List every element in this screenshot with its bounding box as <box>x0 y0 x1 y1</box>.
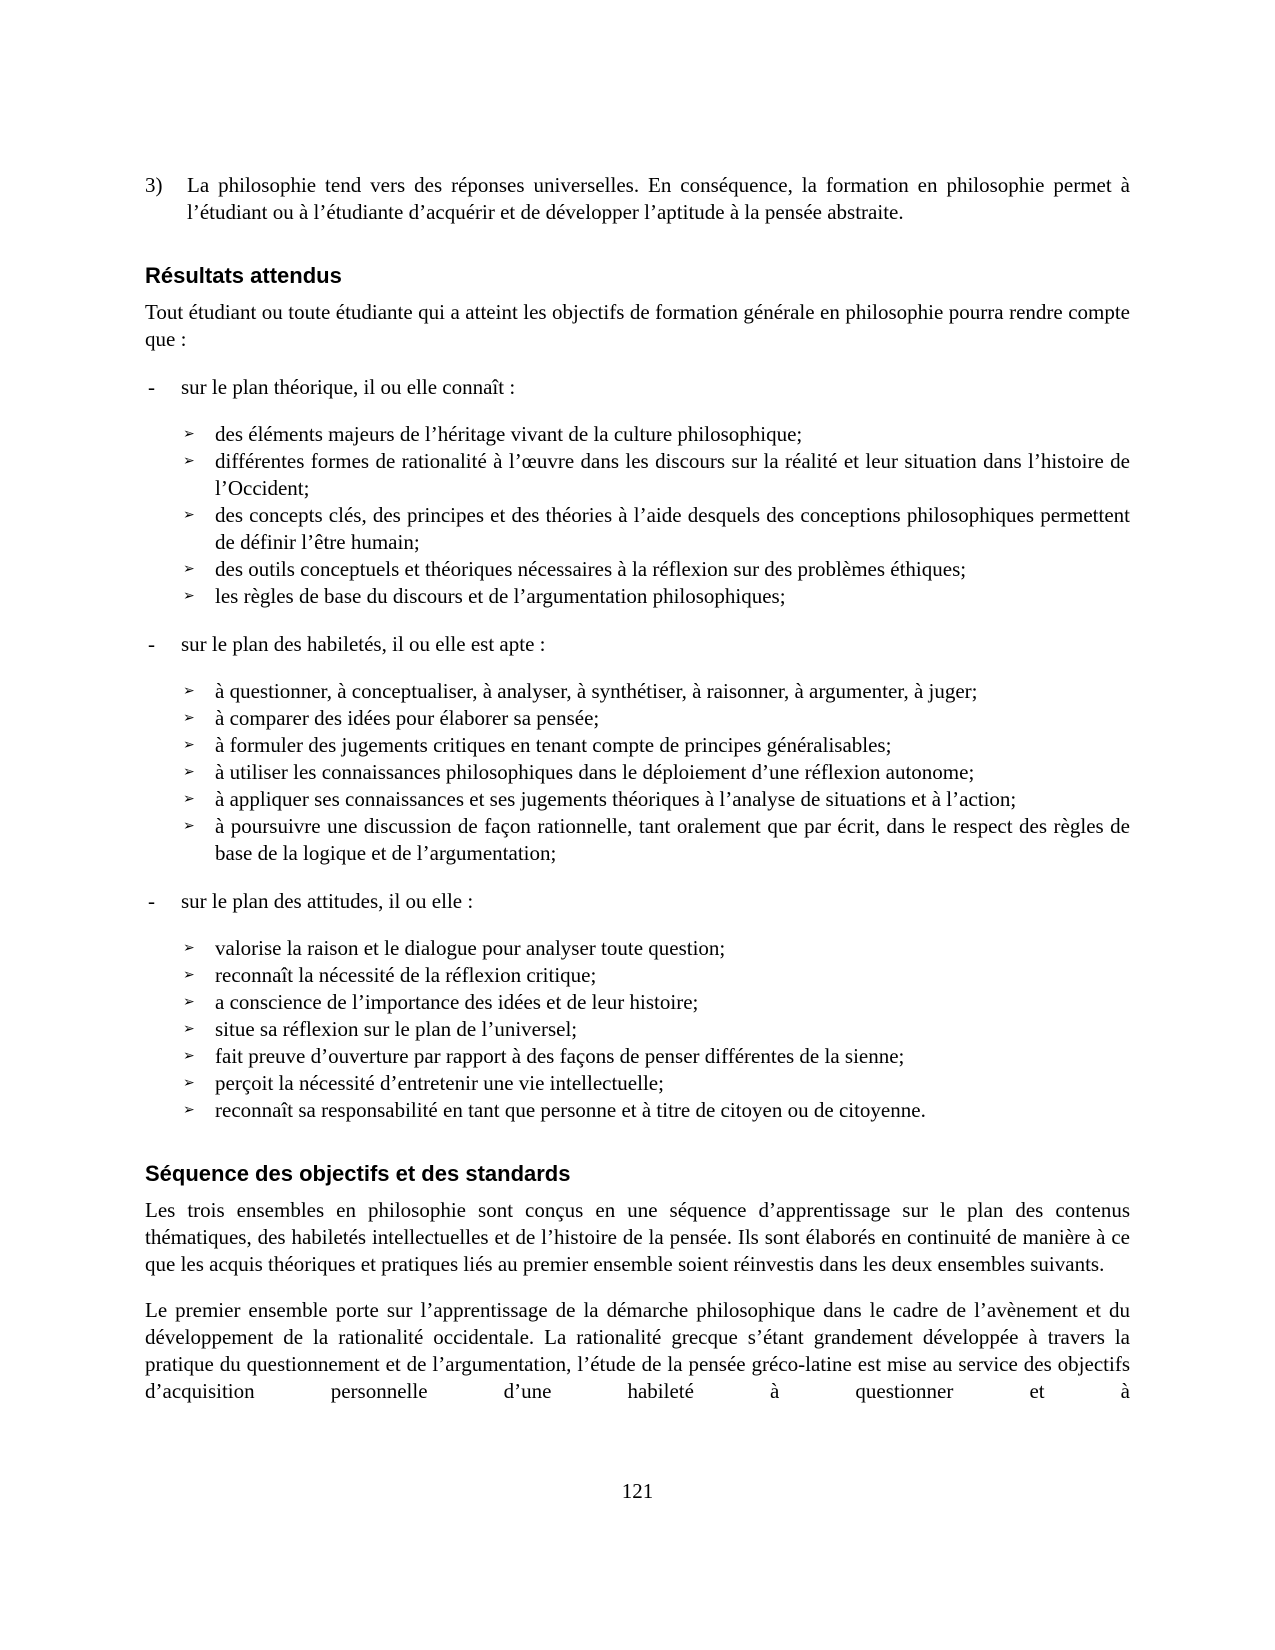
plan-theorique-label-row <box>148 374 1130 401</box>
arrow-bullet-icon: ➢ <box>183 791 195 807</box>
bullet-text: fait preuve d’ouverture par rapport à des façons de penser différentes de la sienne; <box>215 1044 905 1068</box>
bullet-item <box>145 1097 1130 1124</box>
bullet-text: a conscience de l’importance des idées et de leur histoire; <box>215 990 699 1014</box>
bullet-item <box>145 786 1130 813</box>
bullet-item <box>145 678 1130 705</box>
arrow-bullet-icon: ➢ <box>183 967 195 983</box>
item-marker: 3) <box>145 173 163 197</box>
bullet-text: perçoit la nécessité d’entretenir une vie intellectuelle; <box>215 1071 664 1095</box>
plan-label: sur le plan des habiletés, il ou elle est apte : <box>181 632 546 656</box>
bullet-text: à formuler des jugements critiques en tenant compte de principes généralisables; <box>215 733 892 757</box>
bullet-text: situe sa réflexion sur le plan de l’universel; <box>215 1017 578 1041</box>
plan-label: sur le plan des attitudes, il ou elle : <box>181 889 474 913</box>
bullet-item <box>145 448 1130 502</box>
arrow-bullet-icon: ➢ <box>183 588 195 604</box>
arrow-bullet-icon: ➢ <box>183 507 195 523</box>
arrow-bullet-icon: ➢ <box>183 426 195 442</box>
bullet-text: à comparer des idées pour élaborer sa pensée; <box>215 706 600 730</box>
bullet-item <box>145 989 1130 1016</box>
arrow-bullet-icon: ➢ <box>183 710 195 726</box>
resultats-intro-paragraph: Tout étudiant ou toute étudiante qui a atteint les objectifs de formation générale en philosophie pourra rendre compte que : <box>145 300 1130 351</box>
bullet-item <box>145 421 1130 448</box>
bullet-item <box>145 813 1130 867</box>
plan-habiletes-bullet-list <box>145 678 1130 867</box>
bullet-item <box>145 556 1130 583</box>
arrow-bullet-icon: ➢ <box>183 453 195 469</box>
plan-attitudes-bullet-list <box>145 935 1130 1124</box>
sequence-heading: Séquence des objectifs et des standards <box>145 1161 571 1186</box>
dash-icon: - <box>148 889 155 913</box>
dash-icon: - <box>148 632 155 656</box>
bullet-text: à poursuivre une discussion de façon rationnelle, tant oralement que par écrit, dans le respect des règles de base de la logique et de l’argumentation; <box>215 814 1130 865</box>
bullet-text: à questionner, à conceptualiser, à analyser, à synthétiser, à raisonner, à argumenter, à juger; <box>215 679 978 703</box>
arrow-bullet-icon: ➢ <box>183 1102 195 1118</box>
plan-habiletes-label-row <box>148 631 1130 658</box>
sequence-paragraph-1: Les trois ensembles en philosophie sont conçus en une séquence d’apprentissage sur le plan des contenus thématiques, des habiletés intellectuelles et de l’histoire de la pensée. Ils sont élaborés en continuité de manière à ce que les acquis théoriques et pratiques liés au premier ensemble soient réinvestis dans les deux ensembles suivants. <box>145 1198 1130 1276</box>
resultats-heading: Résultats attendus <box>145 263 342 288</box>
numbered-item-3 <box>145 172 1130 226</box>
arrow-bullet-icon: ➢ <box>183 683 195 699</box>
bullet-text: valorise la raison et le dialogue pour analyser toute question; <box>215 936 726 960</box>
arrow-bullet-icon: ➢ <box>183 994 195 1010</box>
arrow-bullet-icon: ➢ <box>183 764 195 780</box>
item-text: La philosophie tend vers des réponses universelles. En conséquence, la formation en philosophie permet à l’étudiant ou à l’étudiante d’acquérir et de développer l’aptitude à la pensée abstraite. <box>187 173 1130 224</box>
page-number: 121 <box>621 1479 654 1503</box>
bullet-item <box>145 759 1130 786</box>
bullet-item <box>145 1043 1130 1070</box>
bullet-item <box>145 962 1130 989</box>
bullet-item <box>145 1070 1130 1097</box>
bullet-item <box>145 732 1130 759</box>
bullet-text: reconnaît la nécessité de la réflexion critique; <box>215 963 597 987</box>
bullet-item <box>145 502 1130 556</box>
dash-icon: - <box>148 375 155 399</box>
plan-attitudes-label-row <box>148 888 1130 915</box>
plan-theorique-bullet-list <box>145 421 1130 610</box>
arrow-bullet-icon: ➢ <box>183 1048 195 1064</box>
arrow-bullet-icon: ➢ <box>183 818 195 834</box>
arrow-bullet-icon: ➢ <box>183 940 195 956</box>
bullet-text: à utiliser les connaissances philosophiques dans le déploiement d’une réflexion autonome; <box>215 760 975 784</box>
arrow-bullet-icon: ➢ <box>183 737 195 753</box>
bullet-text: à appliquer ses connaissances et ses jugements théoriques à l’analyse de situations et à l’action; <box>215 787 1017 811</box>
sequence-paragraph-2: Le premier ensemble porte sur l’apprentissage de la démarche philosophique dans le cadre de l’avènement et du développement de la rationalité occidentale. La rationalité grecque s’étant grandement développée à travers la pratique du questionnement et de l’argumentation, l’étude de la pensée gréco-latine est mise au service des objectifs d’acquisition personnelle d’une habileté à questionner et à <box>145 1298 1130 1403</box>
plan-label: sur le plan théorique, il ou elle connaît : <box>181 375 516 399</box>
bullet-text: des outils conceptuels et théoriques nécessaires à la réflexion sur des problèmes éthiques; <box>215 557 967 581</box>
bullet-item <box>145 583 1130 610</box>
bullet-text: les règles de base du discours et de l’argumentation philosophiques; <box>215 584 786 608</box>
bullet-text: des concepts clés, des principes et des théories à l’aide desquels des conceptions philosophiques permettent de définir l’être humain; <box>215 503 1130 554</box>
bullet-item <box>145 705 1130 732</box>
arrow-bullet-icon: ➢ <box>183 561 195 577</box>
bullet-text: des éléments majeurs de l’héritage vivant de la culture philosophique; <box>215 422 803 446</box>
bullet-text: différentes formes de rationalité à l’œuvre dans les discours sur la réalité et leur situation dans l’histoire de l’Occident; <box>215 449 1130 500</box>
arrow-bullet-icon: ➢ <box>183 1075 195 1091</box>
bullet-text: reconnaît sa responsabilité en tant que personne et à titre de citoyen ou de citoyenne. <box>215 1098 926 1122</box>
bullet-item <box>145 935 1130 962</box>
bullet-item <box>145 1016 1130 1043</box>
arrow-bullet-icon: ➢ <box>183 1021 195 1037</box>
